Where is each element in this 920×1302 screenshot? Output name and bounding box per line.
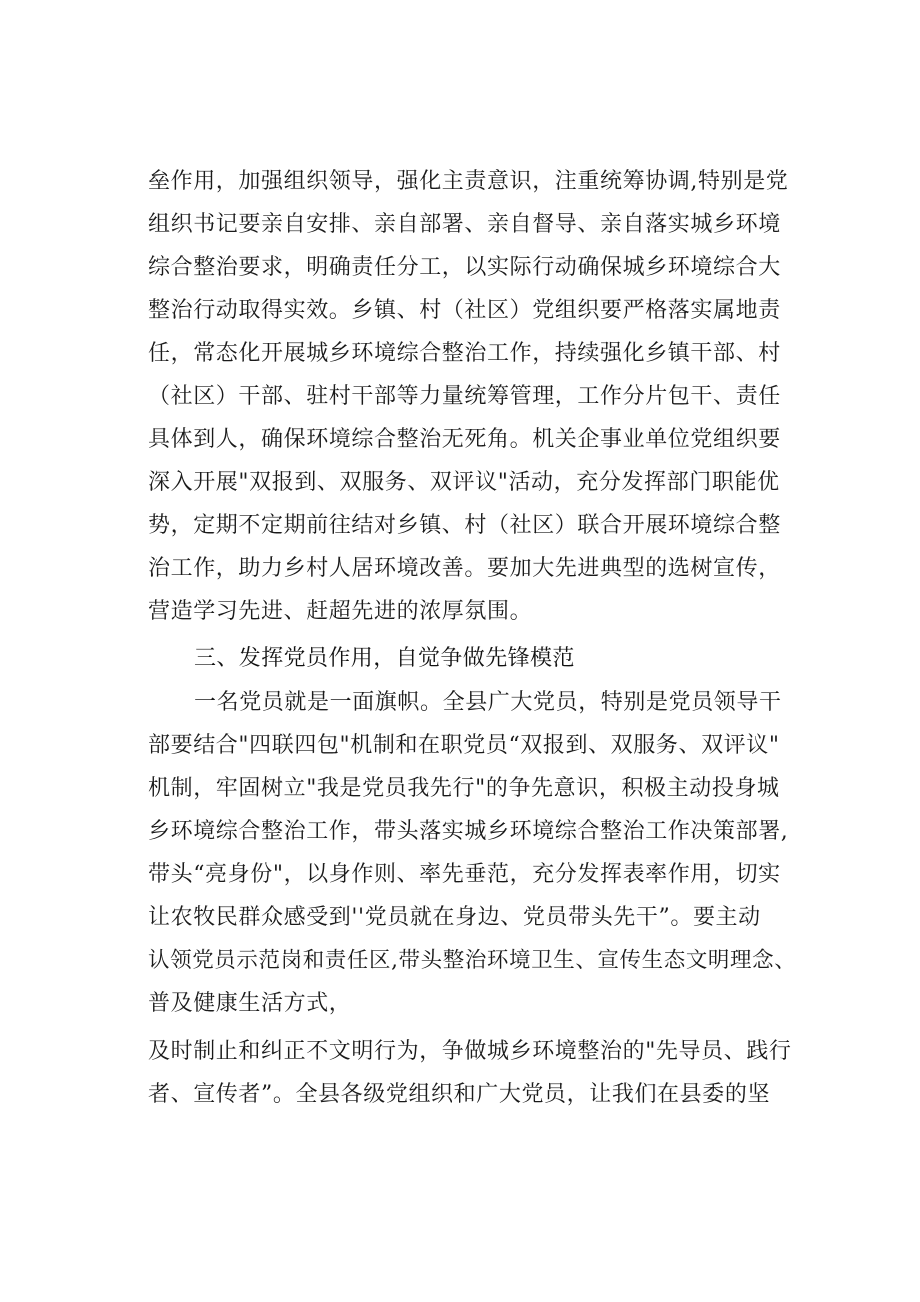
paragraph-line: 深入开展"双报到、双服务、双评议"活动，充分发挥部门职能优 bbox=[148, 470, 780, 495]
paragraph-line: （社区）干部、驻村干部等力量统筹管理，工作分片包干、责任 bbox=[148, 384, 781, 409]
paragraph-line: 综合整治要求，明确责任分工，以实际行动确保城乡环境综合大 bbox=[148, 255, 781, 280]
paragraph-line: 机制，牢固树立"我是党员我先行"的争先意识，积极主动投身城 bbox=[148, 776, 780, 801]
paragraph-line: 整治行动取得实效。乡镇、村（社区）党组织要严格落实属地责 bbox=[148, 298, 781, 323]
paragraph-line: 带头“亮身份"，以身作则、率先垂范，充分发挥表率作用，切实 bbox=[148, 862, 781, 887]
paragraph-line: 及时制止和纠正不文明行为，争做城乡环境整治的"先导员、践行 bbox=[148, 1039, 792, 1064]
paragraph-line: 认领党员示范岗和责任区,带头整治环境卫生、宣传生态文明理念、 bbox=[148, 948, 797, 973]
paragraph-line: 普及健康生活方式， bbox=[148, 991, 352, 1016]
paragraph-line: 营造学习先进、赶超先进的浓厚氛围。 bbox=[148, 599, 533, 624]
paragraph-line: 者、宣传者”。全县各级党组织和广大党员，让我们在县委的坚 bbox=[148, 1082, 771, 1107]
paragraph-line: 部要结合"四联四包"机制和在职党员“双报到、双服务、双评议" bbox=[148, 733, 780, 758]
paragraph-line: 垒作用，加强组织领导，强化主责意识，注重统筹协调,特别是党 bbox=[148, 169, 789, 194]
paragraph-line: 势，定期不定期前往结对乡镇、村（社区）联合开展环境综合整 bbox=[148, 513, 781, 538]
paragraph-line: 乡环境综合整治工作，带头落实城乡环境综合整治工作决策部署, bbox=[148, 819, 789, 844]
paragraph-line: 任，常态化开展城乡环境综合整治工作，持续强化乡镇干部、村 bbox=[148, 341, 781, 366]
paragraph-line: 组织书记要亲自安排、亲自部署、亲自督导、亲自落实城乡环境 bbox=[148, 212, 781, 237]
paragraph-line: 一名党员就是一面旗帜。全县广大党员，特别是党员领导干 bbox=[194, 690, 782, 715]
section-heading: 三、发挥党员作用，自觉争做先锋模范 bbox=[194, 646, 575, 671]
paragraph-line: 治工作，助力乡村人居环境改善。要加大先进典型的选树宣传， bbox=[148, 556, 781, 581]
paragraph-line: 具体到人，确保环境综合整治无死角。机关企事业单位党组织要 bbox=[148, 427, 781, 452]
paragraph-line: 让农牧民群众感受到''党员就在身边、党员带头先干”。要主动 bbox=[148, 905, 761, 930]
